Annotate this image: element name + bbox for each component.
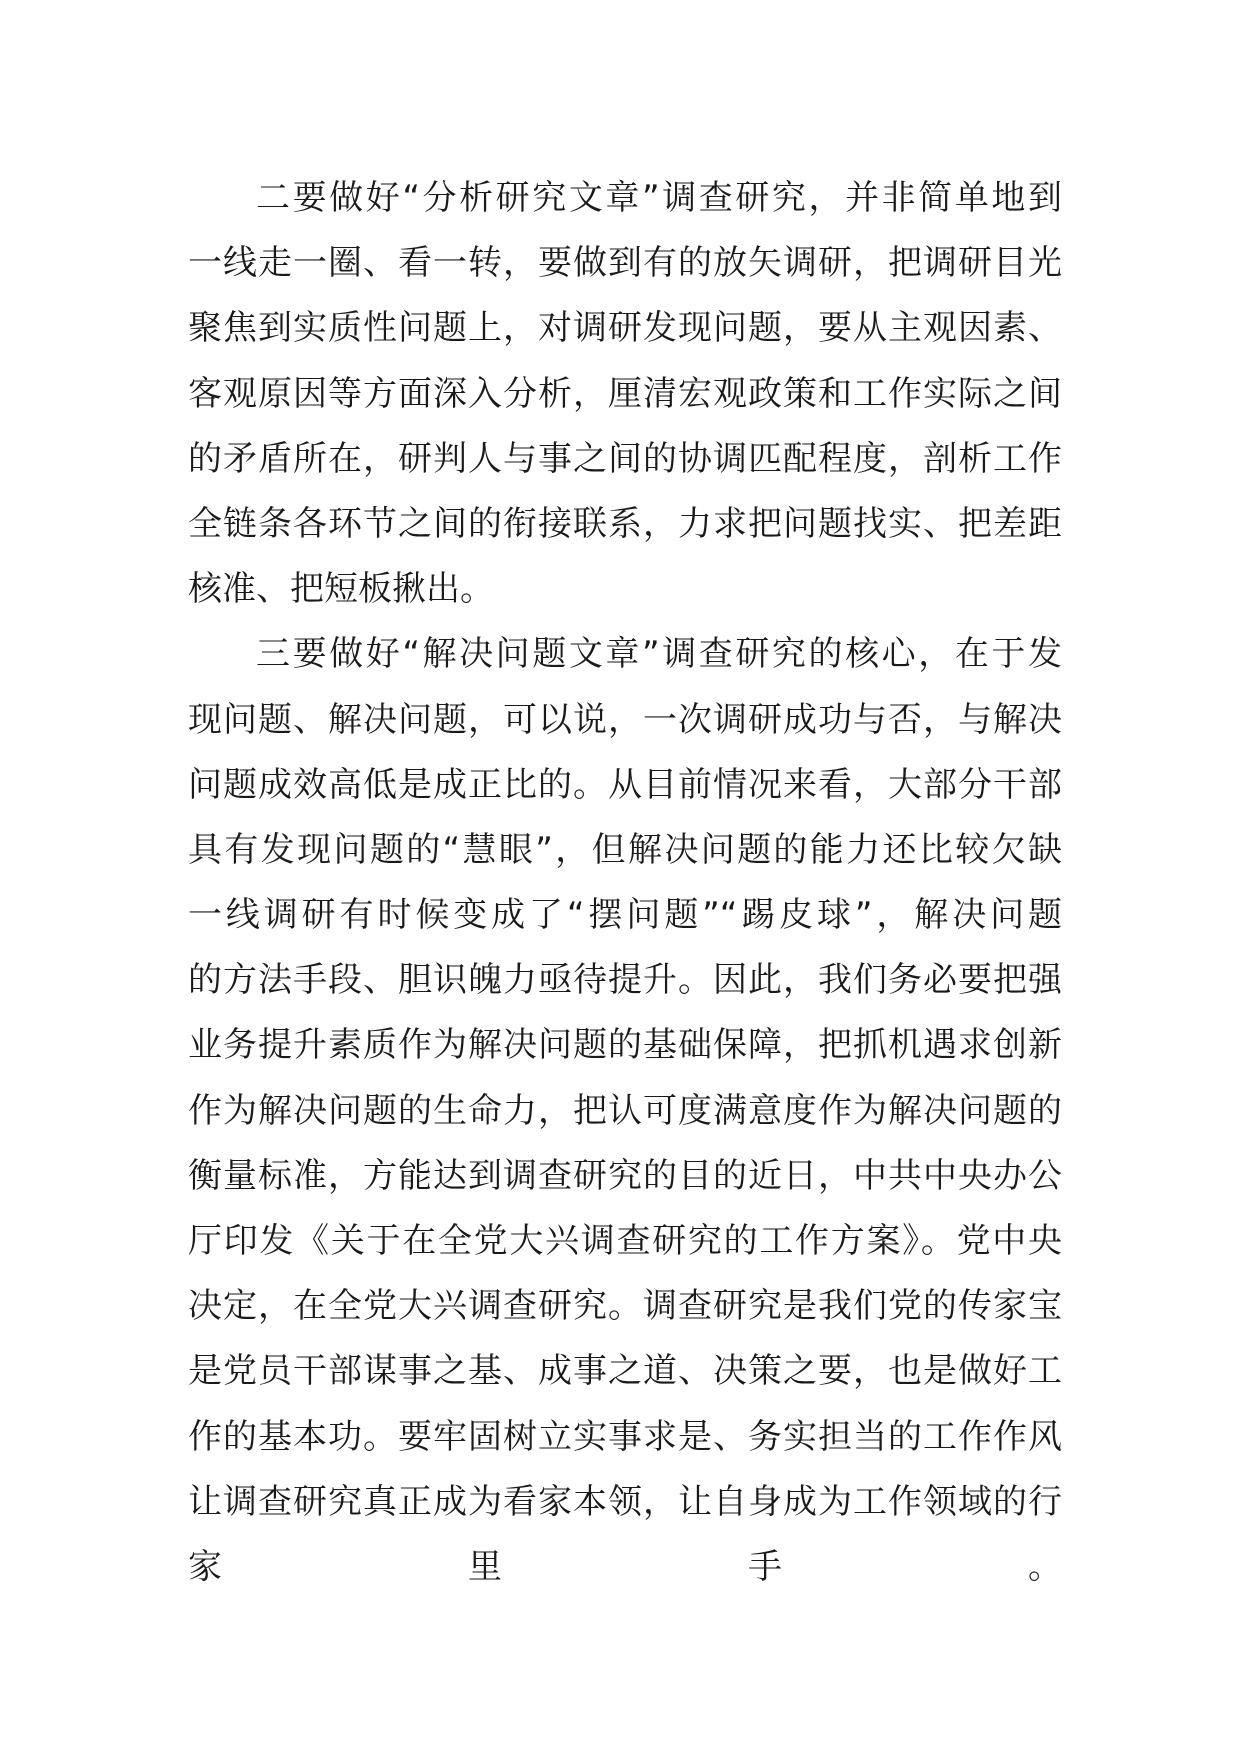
text-line: 的方法手段、胆识魄力亟待提升。因此，我们务必要把强 — [188, 960, 1062, 1001]
document-body — [188, 166, 1062, 1665]
text-line: 一线调研有时候变成了“摆问题”“踢皮球”，解决问题 — [188, 895, 1062, 936]
text-line: 核准、把短板揪出。 — [188, 569, 494, 610]
text-line: 作为解决问题的生命力，把认可度满意度作为解决问题的 — [188, 1090, 1062, 1131]
text-line: 是党员干部谋事之基、成事之道、决策之要，也是做好工 — [188, 1351, 1062, 1392]
text-line: 全链条各环节之间的衔接联系，力求把问题找实、把差距 — [188, 503, 1062, 544]
text-line: 具有发现问题的“慧眼”，但解决问题的能力还比较欠缺 — [188, 829, 1062, 870]
text-line: 作的基本功。要牢固树立实事求是、务实担当的工作作风 — [188, 1416, 1062, 1457]
text-line: 家里手。 — [188, 1546, 1062, 1587]
text-line: 现问题、解决问题，可以说，一次调研成功与否，与解决 — [188, 699, 1062, 740]
text-line — [188, 1600, 1062, 1665]
text-line: 业务提升素质作为解决问题的基础保障，把抓机遇求创新 — [188, 1025, 1062, 1066]
text-line: 二要做好“分析研究文章”调查研究，并非简单地到 — [256, 178, 1062, 218]
text-line: 聚焦到实质性问题上，对调研发现问题，要从主观因素、 — [188, 308, 1062, 349]
text-line: 一线走一圈、看一转，要做到有的放矢调研，把调研目光 — [188, 243, 1062, 284]
text-line: 衡量标准，方能达到调查研究的目的近日，中共中央办公 — [188, 1155, 1062, 1196]
text-line: 三要做好“解决问题文章”调查研究的核心，在于发 — [256, 634, 1062, 675]
text-line: 客观原因等方面深入分析，厘清宏观政策和工作实际之间 — [188, 373, 1062, 414]
text-line: 厅印发《关于在全党大兴调查研究的工作方案》。党中央 — [188, 1221, 1062, 1261]
text-line: 问题成效高低是成正比的。从目前情况来看，大部分干部 — [188, 764, 1062, 805]
paragraph-1 — [188, 166, 1062, 622]
text-line: 让调查研究真正成为看家本领，让自身成为工作领域的行 — [188, 1481, 1062, 1522]
text-line: 决定，在全党大兴调查研究。调查研究是我们党的传家宝 — [188, 1286, 1062, 1327]
paragraph-2 — [188, 622, 1062, 1665]
text-line: 的矛盾所在，研判人与事之间的协调匹配程度，剖析工作 — [188, 438, 1062, 479]
